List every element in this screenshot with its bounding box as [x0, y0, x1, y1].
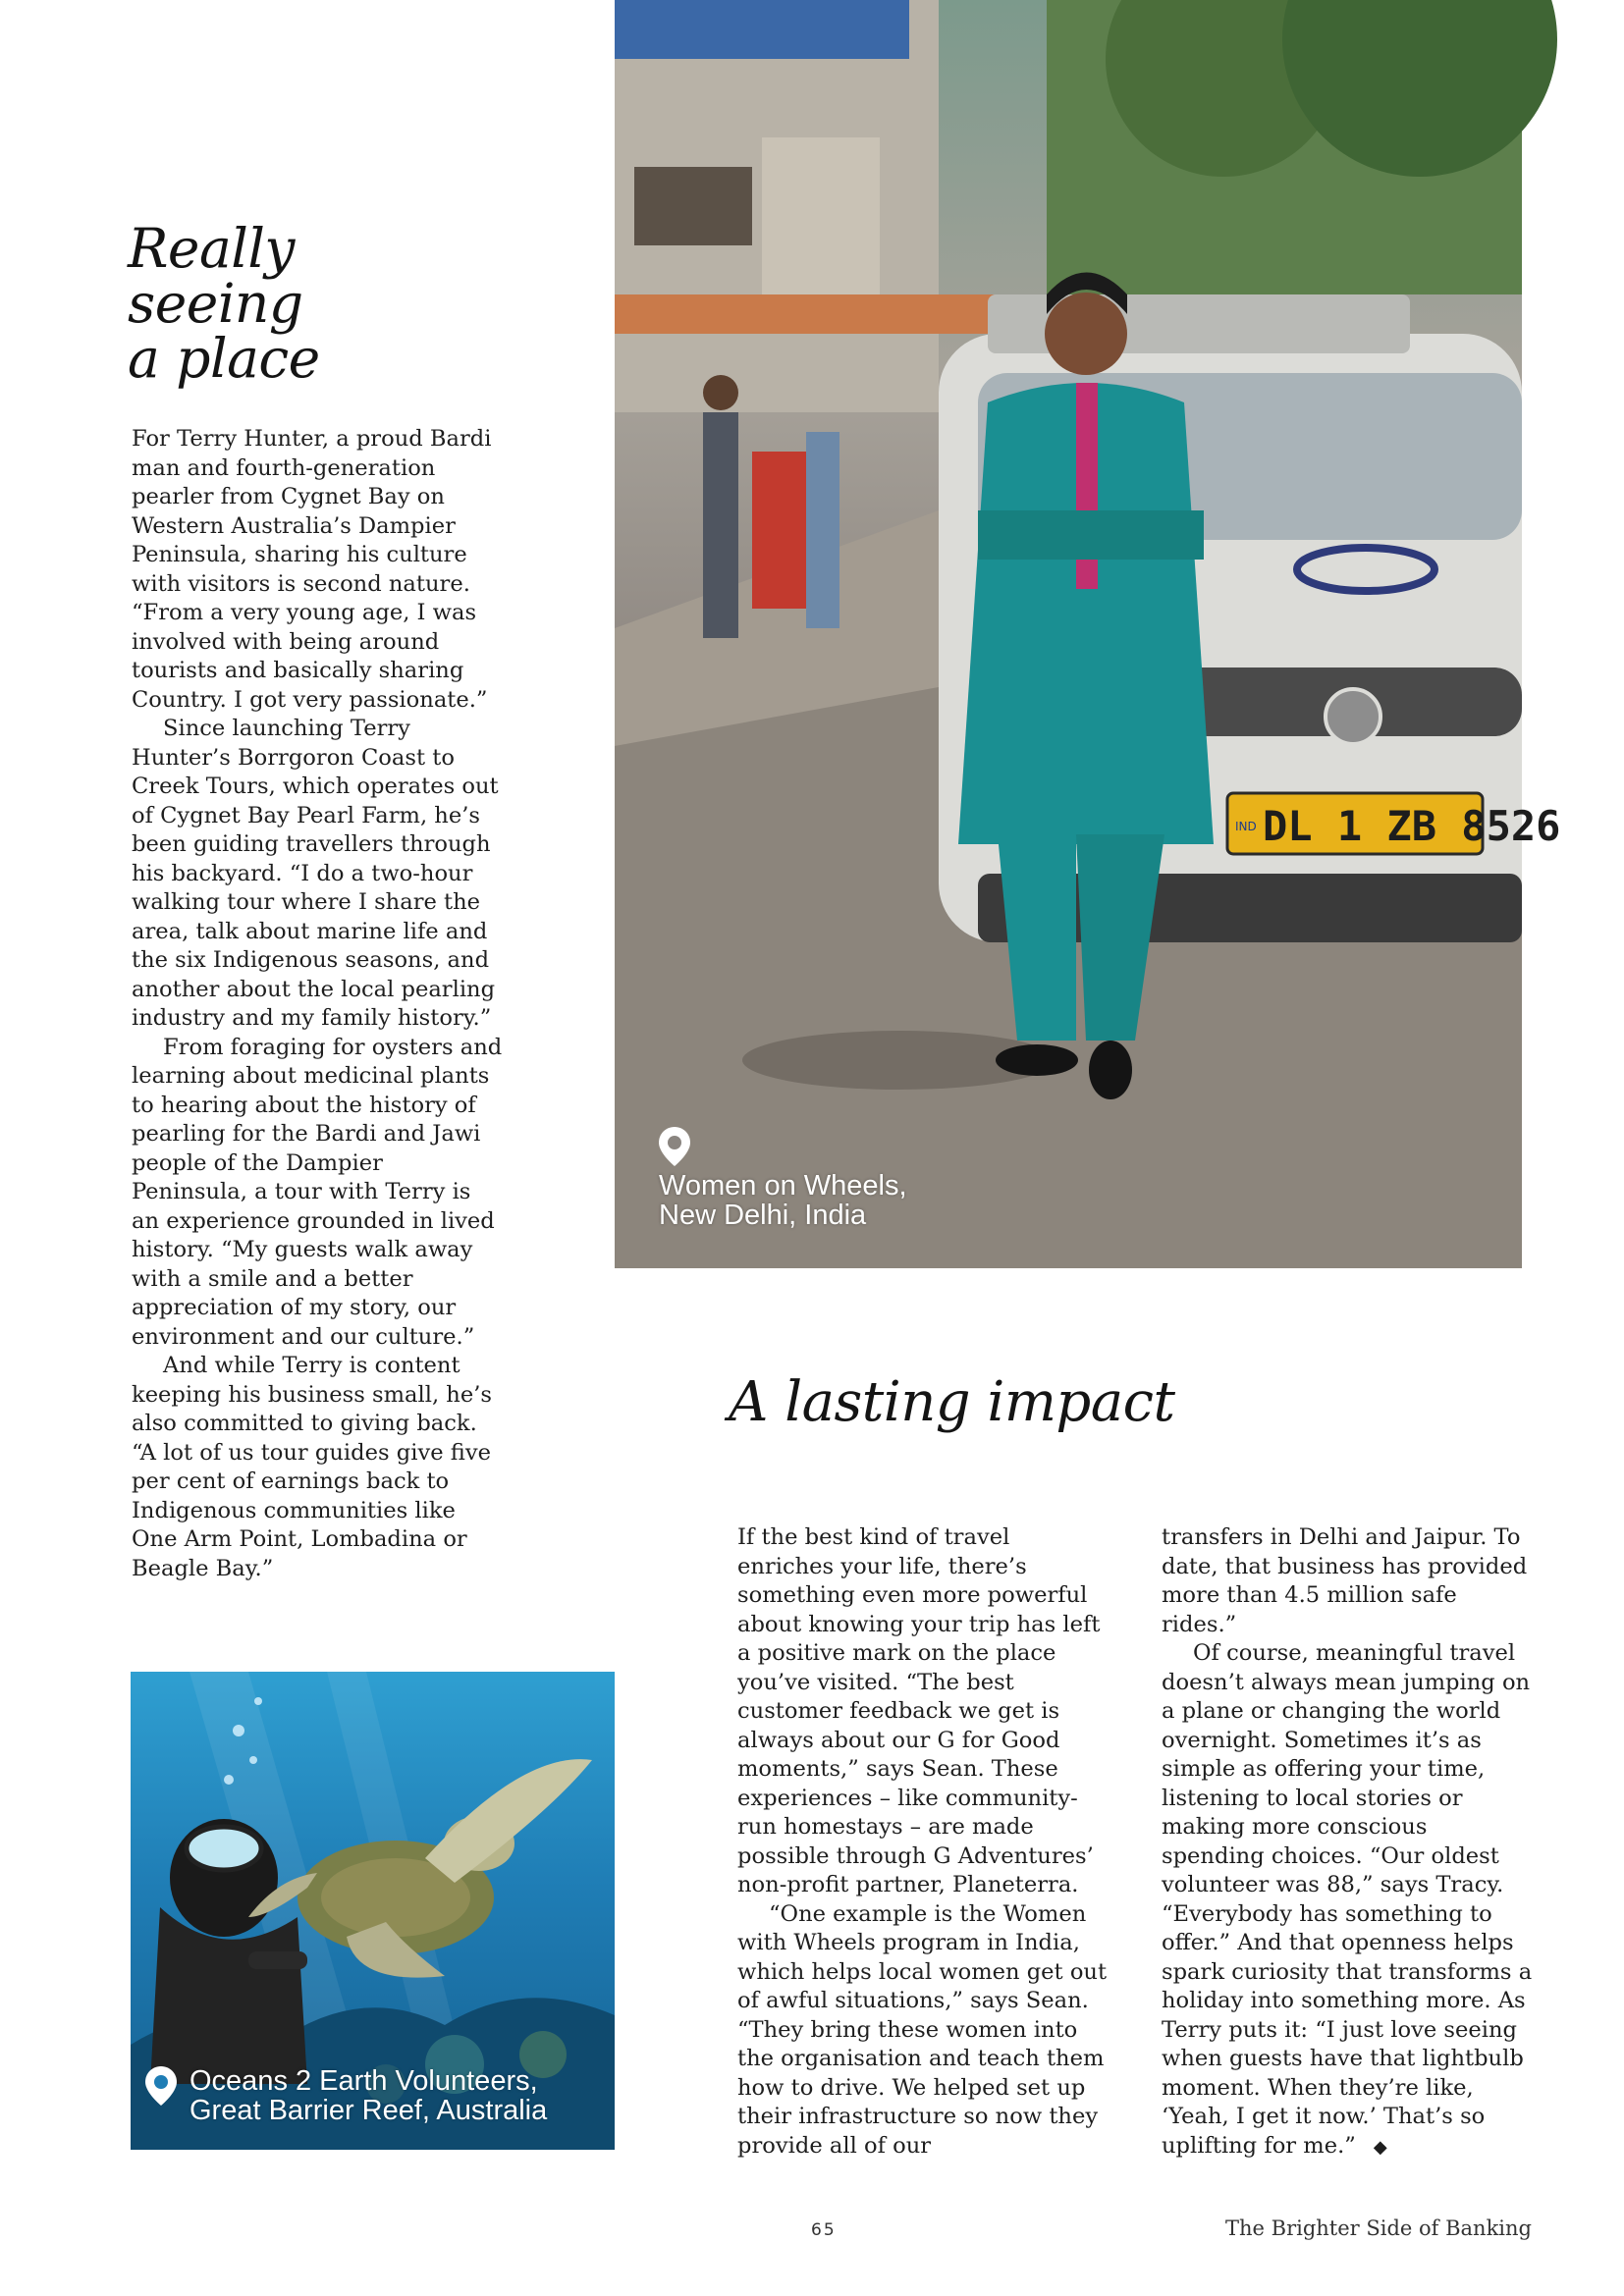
paragraph: For Terry Hunter, a proud Bardi man and fourth-generation pearler from Cygnet Bay on Western Australia’s Dampier Peninsula, sharing his culture with visitors is second nature. “From a very young age, I was involved with being around tourists and basically sharing Country. I got very passionate.” [132, 426, 492, 713]
heading-lasting-impact: A lasting impact [729, 1370, 1175, 1434]
paragraph [1162, 1639, 1535, 2162]
license-plate: DL 1 ZB 8526 [1263, 802, 1561, 850]
paragraph: “One example is the Women with Wheels program in India, which helps local women get out of awful situations,” says Sean. “They bring these women into the organisation and teach them how to drive. We helped set up their infrastructure so now they provide all of our [737, 1900, 1108, 2159]
paragraph: From foraging for oysters and learning about medicinal plants to hearing about the history of pearling for the Bardi and Jawi people of the Dampier Peninsula, a tour with Terry is an experience grounded in lived history. “My guests walk away with a smile and a better appreciation of my story, our environment and our culture.” [132, 1034, 503, 1350]
paragraph-text: Of course, meaningful travel doesn’t always mean jumping on a plane or changing the world overnight. Sometimes it’s as simple as offering your time, listening to local stories or making more conscious spending choices. “Our oldest volunteer was 88,” says Tracy. “Everybody has something to offer.” And that openness helps spark curiosity that transforms a holiday into something more. As Terry puts it: “I just love seeing when guests have that lightbulb moment. When they’re like, ‘Yeah, I get it now.’ That’s so uplifting for me.” [1162, 1640, 1533, 2159]
caption-line-2: Great Barrier Reef, Australia [189, 2095, 548, 2126]
caption-line-1: Oceans 2 Earth Volunteers, [189, 2065, 538, 2097]
plate-ind: IND [1235, 820, 1257, 833]
location-pin-icon [658, 1126, 691, 1167]
paragraph: If the best kind of travel enriches your life, there’s something even more powerful about knowing your trip has left a positive mark on the place you’ve visited. “The best customer feedback we get is always about our G for Good moments,” says Sean. These experiences – like community-run homestays – are made possible through G Adventures’ non-profit partner, Planeterra. [737, 1524, 1101, 1897]
end-mark-icon: ◆ [1373, 2136, 1387, 2158]
heading-really-seeing [128, 217, 481, 391]
paragraph: Since launching Terry Hunter’s Borrgoron Coast to Creek Tours, which operates out of Cygnet Bay Pearl Farm, he’s been guiding travellers through his backyard. “I do a two-hour walking tour where I share the area, talk about marine life and the six Indigenous seasons, and another about the local pearling industry and my family history.” [132, 716, 499, 1031]
heading-line-2: a place [128, 327, 320, 391]
article-column-left [132, 425, 505, 1583]
photo-women-on-wheels [615, 0, 1561, 1268]
article-column-right [1162, 1523, 1535, 2162]
photo-caption-women-on-wheels [659, 1171, 907, 1230]
photo-illustration [615, 0, 1561, 1268]
page-number: 65 [811, 2220, 837, 2240]
publication-title: The Brighter Side of Banking [1225, 2216, 1532, 2240]
location-pin-icon [144, 2065, 178, 2107]
caption-line-2: New Delhi, India [659, 1200, 867, 1231]
paragraph: And while Terry is content keeping his business small, he’s also committed to giving back. “A lot of us tour guides give five per cent of earnings back to Indigenous communities like One Arm Point, Lombadina or Beagle Bay.” [132, 1353, 493, 1581]
photo-caption-turtle [189, 2066, 547, 2125]
heading-line-1: Really seeing [128, 217, 303, 336]
paragraph: transfers in Delhi and Jaipur. To date, that business has provided more than 4.5 million safe rides.” [1162, 1524, 1528, 1637]
article-column-middle [737, 1523, 1110, 2161]
caption-line-1: Women on Wheels, [659, 1170, 907, 1201]
